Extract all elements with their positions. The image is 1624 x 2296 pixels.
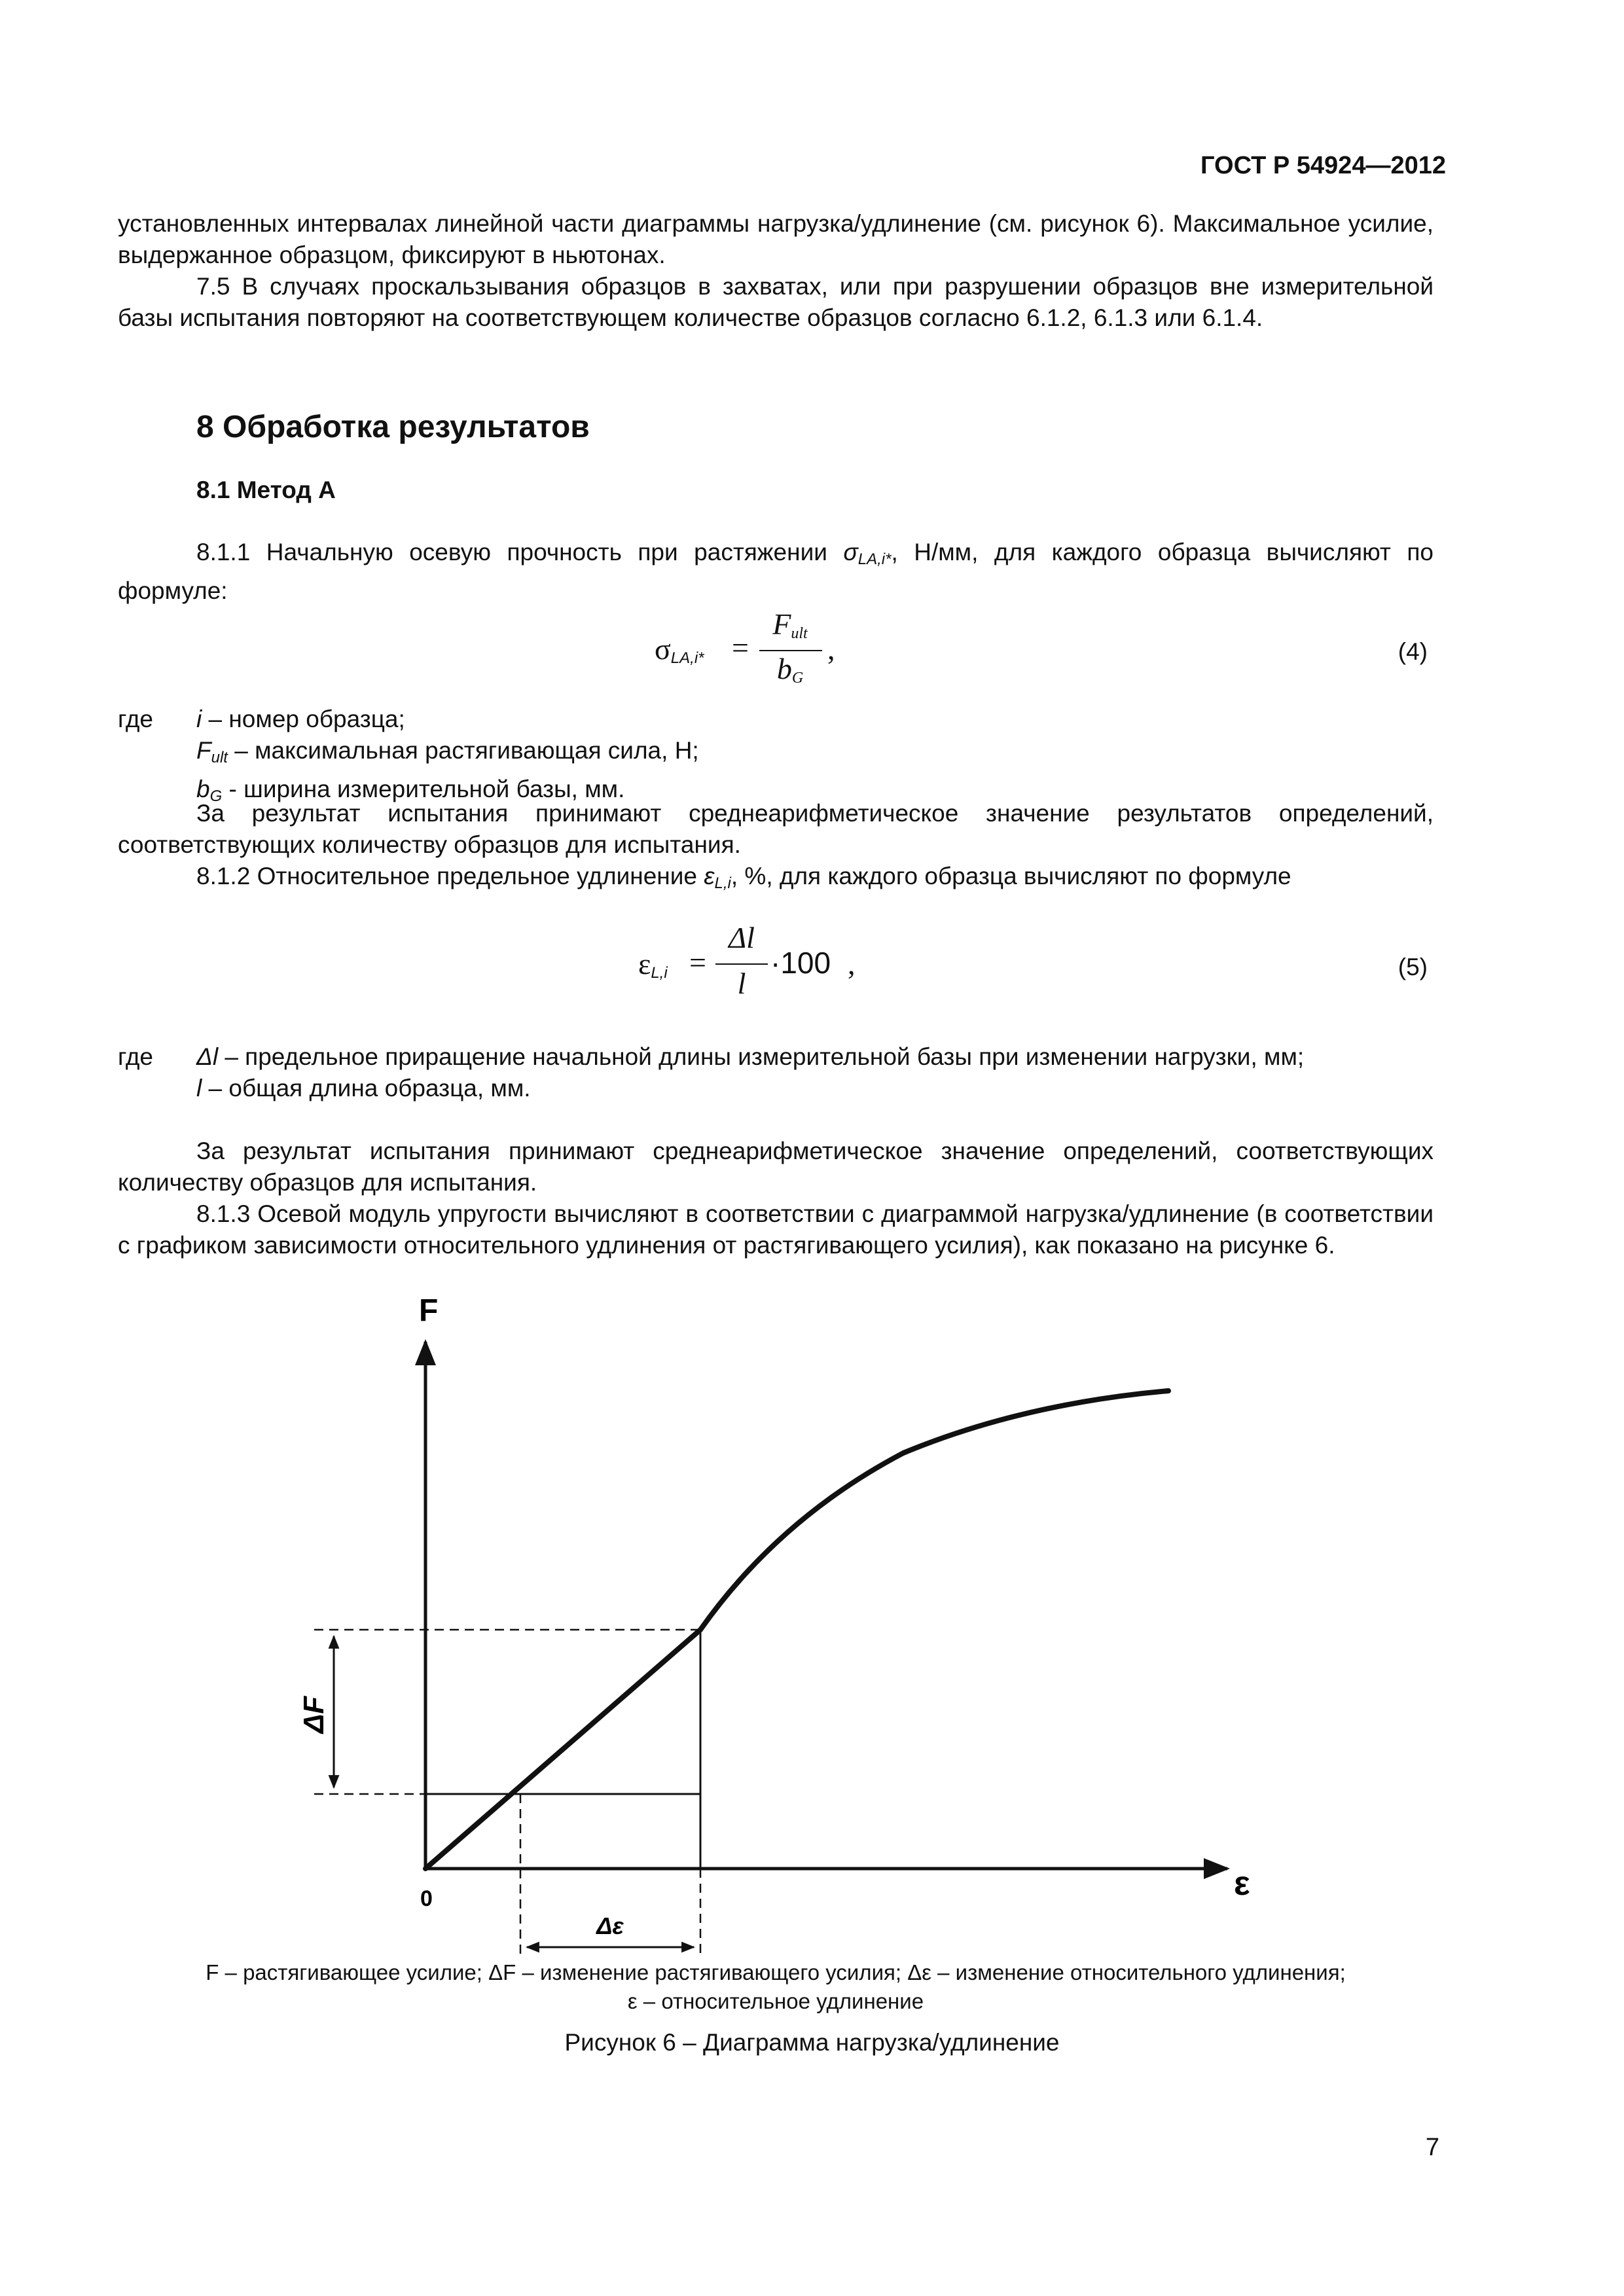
- w4-sub-1: ult: [211, 749, 228, 766]
- w5-text-0: – предельное приращение начальной длины измерительной базы при изменении нагрузки, мм;: [218, 1043, 1305, 1070]
- p812-symbol: ε: [704, 863, 715, 889]
- f5-multiplier: ·100: [770, 946, 831, 980]
- paragraph-8-1-3: 8.1.3 Осевой модуль упругости вычисляют в соответствии с диаграммой нагрузка/удлинение (в соответствии с графиком зависимости относительного удлинения от растягивающего усилия), как показано на рисунке 6.: [118, 1200, 1434, 1259]
- w5-sym-0: Δl: [196, 1043, 219, 1070]
- legend-line-1: F – растягивающее усилие; ΔF – изменение растягивающего усилия; Δε – изменение относительного удлинения;: [206, 1960, 1346, 1984]
- f4-lhs-sub: LA,i*: [670, 649, 704, 667]
- f4-numerator-sub: ult: [791, 625, 808, 642]
- w4-text-0: – номер образца;: [202, 706, 405, 732]
- delta-f-label: ΔF: [298, 1696, 330, 1734]
- f5-denominator: l: [737, 967, 746, 1000]
- origin-label: 0: [420, 1886, 433, 1911]
- figure-caption: Рисунок 6 – Диаграмма нагрузка/удлинение: [564, 2029, 1060, 2056]
- f4-comma: ,: [827, 632, 835, 666]
- x-axis-label: ε: [1234, 1865, 1250, 1903]
- w4-text-1: – максимальная растягивающая сила, Н;: [227, 737, 699, 764]
- w4-sym-2: b: [196, 776, 210, 802]
- p811-text-a: 8.1.1 Начальную осевую прочность при растяжении: [196, 539, 844, 565]
- w4-sym-1: F: [196, 737, 211, 764]
- p812-text-b: , %, для каждого образца вычисляют по формуле: [731, 863, 1291, 889]
- paragraph-7-5: 7.5 В случаях проскальзывания образцов в захватах, или при разрушении образцов вне измерительной базы испытания повторяют на соответствующем количестве образцов согласно 6.1.2, 6.1.3 или 6.1.4.: [118, 273, 1434, 331]
- result-paragraph-2: За результат испытания принимают среднеарифметическое значение определений, соответствующих количеству образцов для испытания.: [118, 1138, 1434, 1196]
- f4-equals: =: [732, 631, 749, 664]
- delta-epsilon-label: Δε: [596, 1912, 624, 1939]
- f5-lhs-sub: L,i: [651, 964, 668, 982]
- where-word-4: где: [118, 706, 154, 732]
- f5-lhs: ε: [638, 947, 651, 980]
- formula-5-number: (5): [1398, 954, 1428, 980]
- w5-text-1: – общая длина образца, мм.: [202, 1075, 531, 1102]
- where-word-5: где: [118, 1043, 154, 1070]
- f4-lhs: σ: [655, 632, 671, 666]
- section-8-1-title: 8.1 Метод А: [196, 476, 336, 503]
- f5-equals: =: [689, 946, 706, 979]
- f4-numerator: F: [772, 607, 791, 641]
- p812-text-a: 8.1.2 Относительное предельное удлинение: [196, 863, 704, 889]
- w5-sym-1: l: [196, 1075, 202, 1102]
- f5-numerator: Δl: [729, 921, 755, 954]
- result-paragraph-1: За результат испытания принимают среднеарифметическое значение результатов определений, соответствующих количеству образцов для испытания.: [118, 800, 1434, 858]
- f4-denominator-sub: G: [791, 670, 804, 687]
- p812-symbol-sub: L,i: [714, 874, 731, 892]
- y-axis-label: F: [419, 1293, 439, 1328]
- legend-line-2: ε – относительное удлинение: [627, 1989, 924, 2013]
- w4-sub-2: G: [209, 787, 223, 805]
- f4-denominator: b: [776, 652, 792, 685]
- intro-paragraph-1: установленных интервалах линейной части диаграммы нагрузка/удлинение (см. рисунок 6). Максимальное усилие, выдержанное образцом, фиксируют в ньютонах.: [118, 210, 1434, 268]
- figure-legend: [118, 1958, 1434, 2016]
- page-number: 7: [1425, 2134, 1439, 2161]
- w4-text-2: - ширина измерительной базы, мм.: [222, 776, 625, 802]
- f5-comma: ,: [848, 947, 856, 980]
- standard-header: ГОСТ Р 54924—2012: [1200, 152, 1446, 179]
- w4-sym-0: i: [196, 706, 202, 732]
- p811-text-b: , Н/мм, для каждого образца вычисляют по формуле:: [118, 539, 1434, 604]
- formula-4-number: (4): [1398, 638, 1428, 665]
- p811-symbol-sub: LA,i*: [857, 550, 892, 568]
- p811-symbol: σ: [843, 539, 858, 565]
- section-8-title: 8 Обработка результатов: [196, 410, 590, 444]
- load-elongation-curve: [425, 1391, 1168, 1869]
